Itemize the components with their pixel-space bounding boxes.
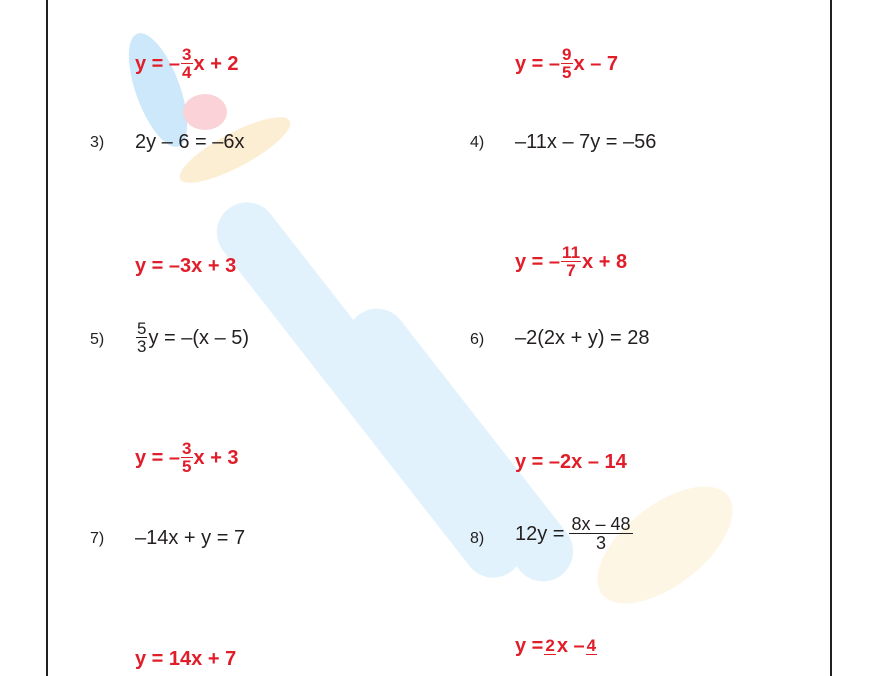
problem-8-expression: [515, 515, 634, 553]
answer-8-fraction-2: [586, 637, 597, 655]
problem-4-number: 4): [470, 134, 485, 151]
problem-5-expression: [135, 318, 249, 356]
problem-8-num: 8x – 48: [571, 514, 631, 534]
answer-6: y = –2x – 14: [515, 451, 627, 473]
problem-8-fraction: [569, 515, 632, 553]
answer-5-lhs: y = –: [135, 446, 181, 469]
answer-8-num2: 4: [586, 635, 597, 655]
problem-5-fraction: [136, 320, 147, 356]
problem-7-expression: –14x + y = 7: [135, 527, 246, 549]
answer-1-lhs: y = –: [135, 52, 181, 75]
answer-5-rhs: x + 3: [193, 446, 239, 469]
answer-1-num: 3: [182, 45, 192, 64]
answer-8-num: 2: [545, 635, 555, 655]
answer-5-fraction: [181, 440, 192, 476]
problem-8-lhs: 12y =: [515, 522, 565, 545]
problem-4-expression: –11x – 7y = –56: [515, 131, 657, 153]
answer-2-fraction: [561, 46, 572, 82]
problem-5-number: 5): [90, 331, 105, 348]
answer-7: y = 14x + 7: [135, 648, 237, 670]
answer-1: [135, 46, 239, 82]
answer-2-lhs: y = –: [515, 52, 561, 75]
answer-2-num: 9: [562, 45, 572, 64]
answer-2-rhs: x – 7: [573, 52, 618, 75]
problem-3-expression: 2y – 6 = –6x: [135, 131, 245, 153]
answer-4-num: 11: [562, 243, 581, 262]
answer-1-rhs: x + 2: [193, 52, 239, 75]
answer-3: y = –3x + 3: [135, 255, 237, 277]
answer-1-den: 4: [182, 63, 192, 83]
problem-5-den: 3: [137, 337, 147, 357]
answer-2: [515, 46, 618, 82]
problem-5-rhs: y = –(x – 5): [148, 326, 250, 349]
answer-5: [135, 440, 239, 476]
answer-1-fraction: [181, 46, 192, 82]
problem-5-num: 5: [137, 319, 147, 338]
problem-6-number: 6): [470, 331, 485, 348]
answer-4: [515, 244, 627, 280]
answer-5-den: 5: [182, 457, 192, 477]
answer-8: [515, 636, 598, 656]
problem-8-number: 8): [470, 530, 485, 547]
answer-5-num: 3: [182, 439, 192, 458]
answer-4-den: 7: [566, 261, 576, 281]
problem-7-number: 7): [90, 530, 105, 547]
answer-4-rhs: x + 8: [582, 250, 628, 273]
problem-3-number: 3): [90, 134, 105, 151]
problem-6-expression: –2(2x + y) = 28: [515, 327, 650, 349]
answer-8-rhs: x –: [556, 635, 585, 657]
problem-8-den: 3: [596, 533, 607, 554]
answer-2-den: 5: [562, 63, 572, 83]
answer-8-fraction: [544, 637, 555, 655]
answer-4-fraction: [561, 244, 581, 280]
answer-8-lhs: y =: [515, 635, 544, 657]
answer-4-lhs: y = –: [515, 250, 561, 273]
